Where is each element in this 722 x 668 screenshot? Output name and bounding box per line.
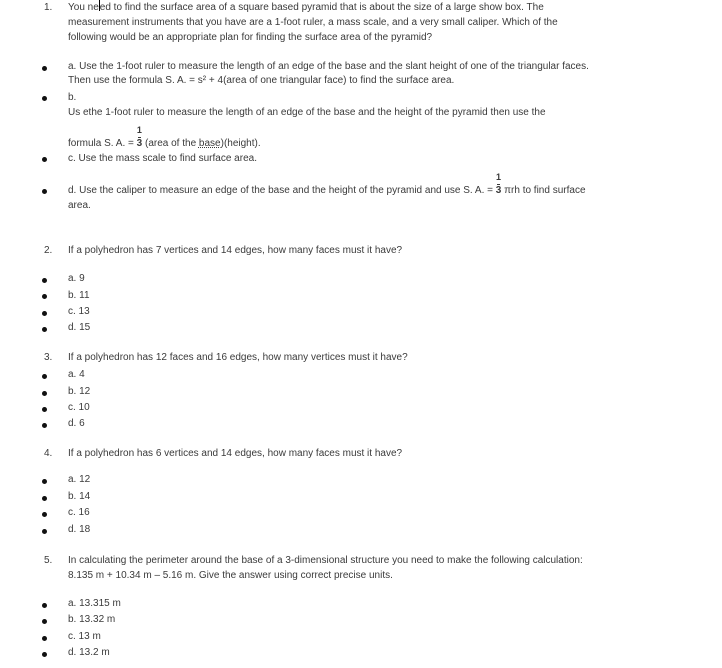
- bullet: [42, 278, 47, 283]
- q1-option-b-formula-post: (height).: [223, 138, 261, 149]
- q3-text: If a polyhedron has 12 faces and 16 edges, how many vertices must it have?: [68, 352, 408, 363]
- q5-option-c[interactable]: c. 13 m: [68, 631, 101, 642]
- q2-option-b[interactable]: b. 11: [68, 290, 90, 301]
- bullet: [42, 603, 47, 608]
- bullet: [42, 66, 47, 71]
- q2-option-d[interactable]: d. 15: [68, 322, 91, 333]
- bullet: [42, 311, 47, 316]
- q1-text-b: ed to find the surface area of a square based pyramid that is about the size of a large show box. The: [99, 2, 544, 13]
- bullet: [42, 374, 47, 379]
- q1-option-a-line2: Then use the formula S. A. = s² + 4(area of one triangular face) to find the surface area.: [68, 75, 455, 86]
- q1-text-line1: [68, 0, 544, 15]
- bullet: [42, 512, 47, 517]
- q1-option-d-formula-pre: d. Use the caliper to measure an edge of the base and the height of the pyramid and use S. A. =: [68, 185, 496, 196]
- q2-number: 2.: [44, 245, 53, 256]
- q1-option-d-formula-post: πrh to find surface: [501, 185, 586, 196]
- q5-text-line2: 8.135 m + 10.34 m – 5.16 m. Give the answer using correct precise units.: [68, 570, 393, 581]
- q4-text: If a polyhedron has 6 vertices and 14 edges, how many faces must it have?: [68, 448, 403, 459]
- q1-option-a-line1[interactable]: a. Use the 1-foot ruler to measure the length of an edge of the base and the slant height of one of the triangular faces.: [68, 61, 589, 72]
- q1-option-c[interactable]: c. Use the mass scale to find surface area.: [68, 153, 257, 164]
- q2-text: If a polyhedron has 7 vertices and 14 edges, how many faces must it have?: [68, 245, 403, 256]
- bullet: [42, 294, 47, 299]
- bullet: [42, 652, 47, 657]
- bullet: [42, 423, 47, 428]
- q1-number: 1.: [44, 2, 53, 13]
- bullet: [42, 391, 47, 396]
- q3-option-c[interactable]: c. 10: [68, 402, 90, 413]
- q1-text-line2: measurement instruments that you have are a 1-foot ruler, a mass scale, and a very small caliper. Which of the: [68, 17, 558, 28]
- fraction-numerator: 1: [137, 123, 143, 138]
- q5-text-line1: In calculating the perimeter around the base of a 3-dimensional structure you need to make the following calculation:: [68, 555, 583, 566]
- q5-number: 5.: [44, 555, 53, 566]
- bullet: [42, 496, 47, 501]
- bullet: [42, 157, 47, 162]
- q3-option-b[interactable]: b. 12: [68, 386, 91, 397]
- q1-option-b-line1: Us ethe 1-foot ruler to measure the length of an edge of the base and the height of the pyramid then use the: [68, 107, 546, 118]
- q2-option-c[interactable]: c. 13: [68, 306, 90, 317]
- q1-option-d-line1[interactable]: [68, 172, 586, 198]
- bullet: [42, 479, 47, 484]
- q1-option-b-line2: [68, 125, 261, 151]
- q1-option-b-label[interactable]: b.: [68, 92, 77, 103]
- fraction-numerator: 1: [496, 170, 502, 185]
- bullet: [42, 529, 47, 534]
- q4-option-a[interactable]: a. 12: [68, 474, 91, 485]
- q2-option-a[interactable]: a. 9: [68, 273, 85, 284]
- bullet: [42, 96, 47, 101]
- q4-option-d[interactable]: d. 18: [68, 524, 91, 535]
- q5-option-d[interactable]: d. 13.2 m: [68, 647, 110, 658]
- bullet: [42, 327, 47, 332]
- q4-option-b[interactable]: b. 14: [68, 491, 91, 502]
- q1-option-d-line2: area.: [68, 200, 91, 211]
- bullet: [42, 407, 47, 412]
- q1-option-b-formula-mid: (area of the: [142, 138, 199, 149]
- q4-option-c[interactable]: c. 16: [68, 507, 90, 518]
- q1-option-b-formula-pre: formula S. A. =: [68, 138, 137, 149]
- q3-option-a[interactable]: a. 4: [68, 369, 85, 380]
- q4-number: 4.: [44, 448, 53, 459]
- bullet: [42, 619, 47, 624]
- fraction-one-third: [495, 172, 502, 198]
- fraction-one-third: [136, 125, 143, 151]
- q3-number: 3.: [44, 352, 53, 363]
- q1-text-a: You ne: [68, 2, 99, 13]
- q3-option-d[interactable]: d. 6: [68, 418, 85, 429]
- bullet: [42, 636, 47, 641]
- q5-option-b[interactable]: b. 13.32 m: [68, 614, 116, 625]
- q5-option-a[interactable]: a. 13.315 m: [68, 598, 121, 609]
- fraction-denominator: 3: [136, 138, 143, 149]
- bullet: [42, 189, 47, 194]
- q1-option-b-base-word: base): [198, 138, 224, 149]
- fraction-denominator: 3: [495, 185, 502, 196]
- q1-text-line3: following would be an appropriate plan for finding the surface area of the pyramid?: [68, 32, 433, 43]
